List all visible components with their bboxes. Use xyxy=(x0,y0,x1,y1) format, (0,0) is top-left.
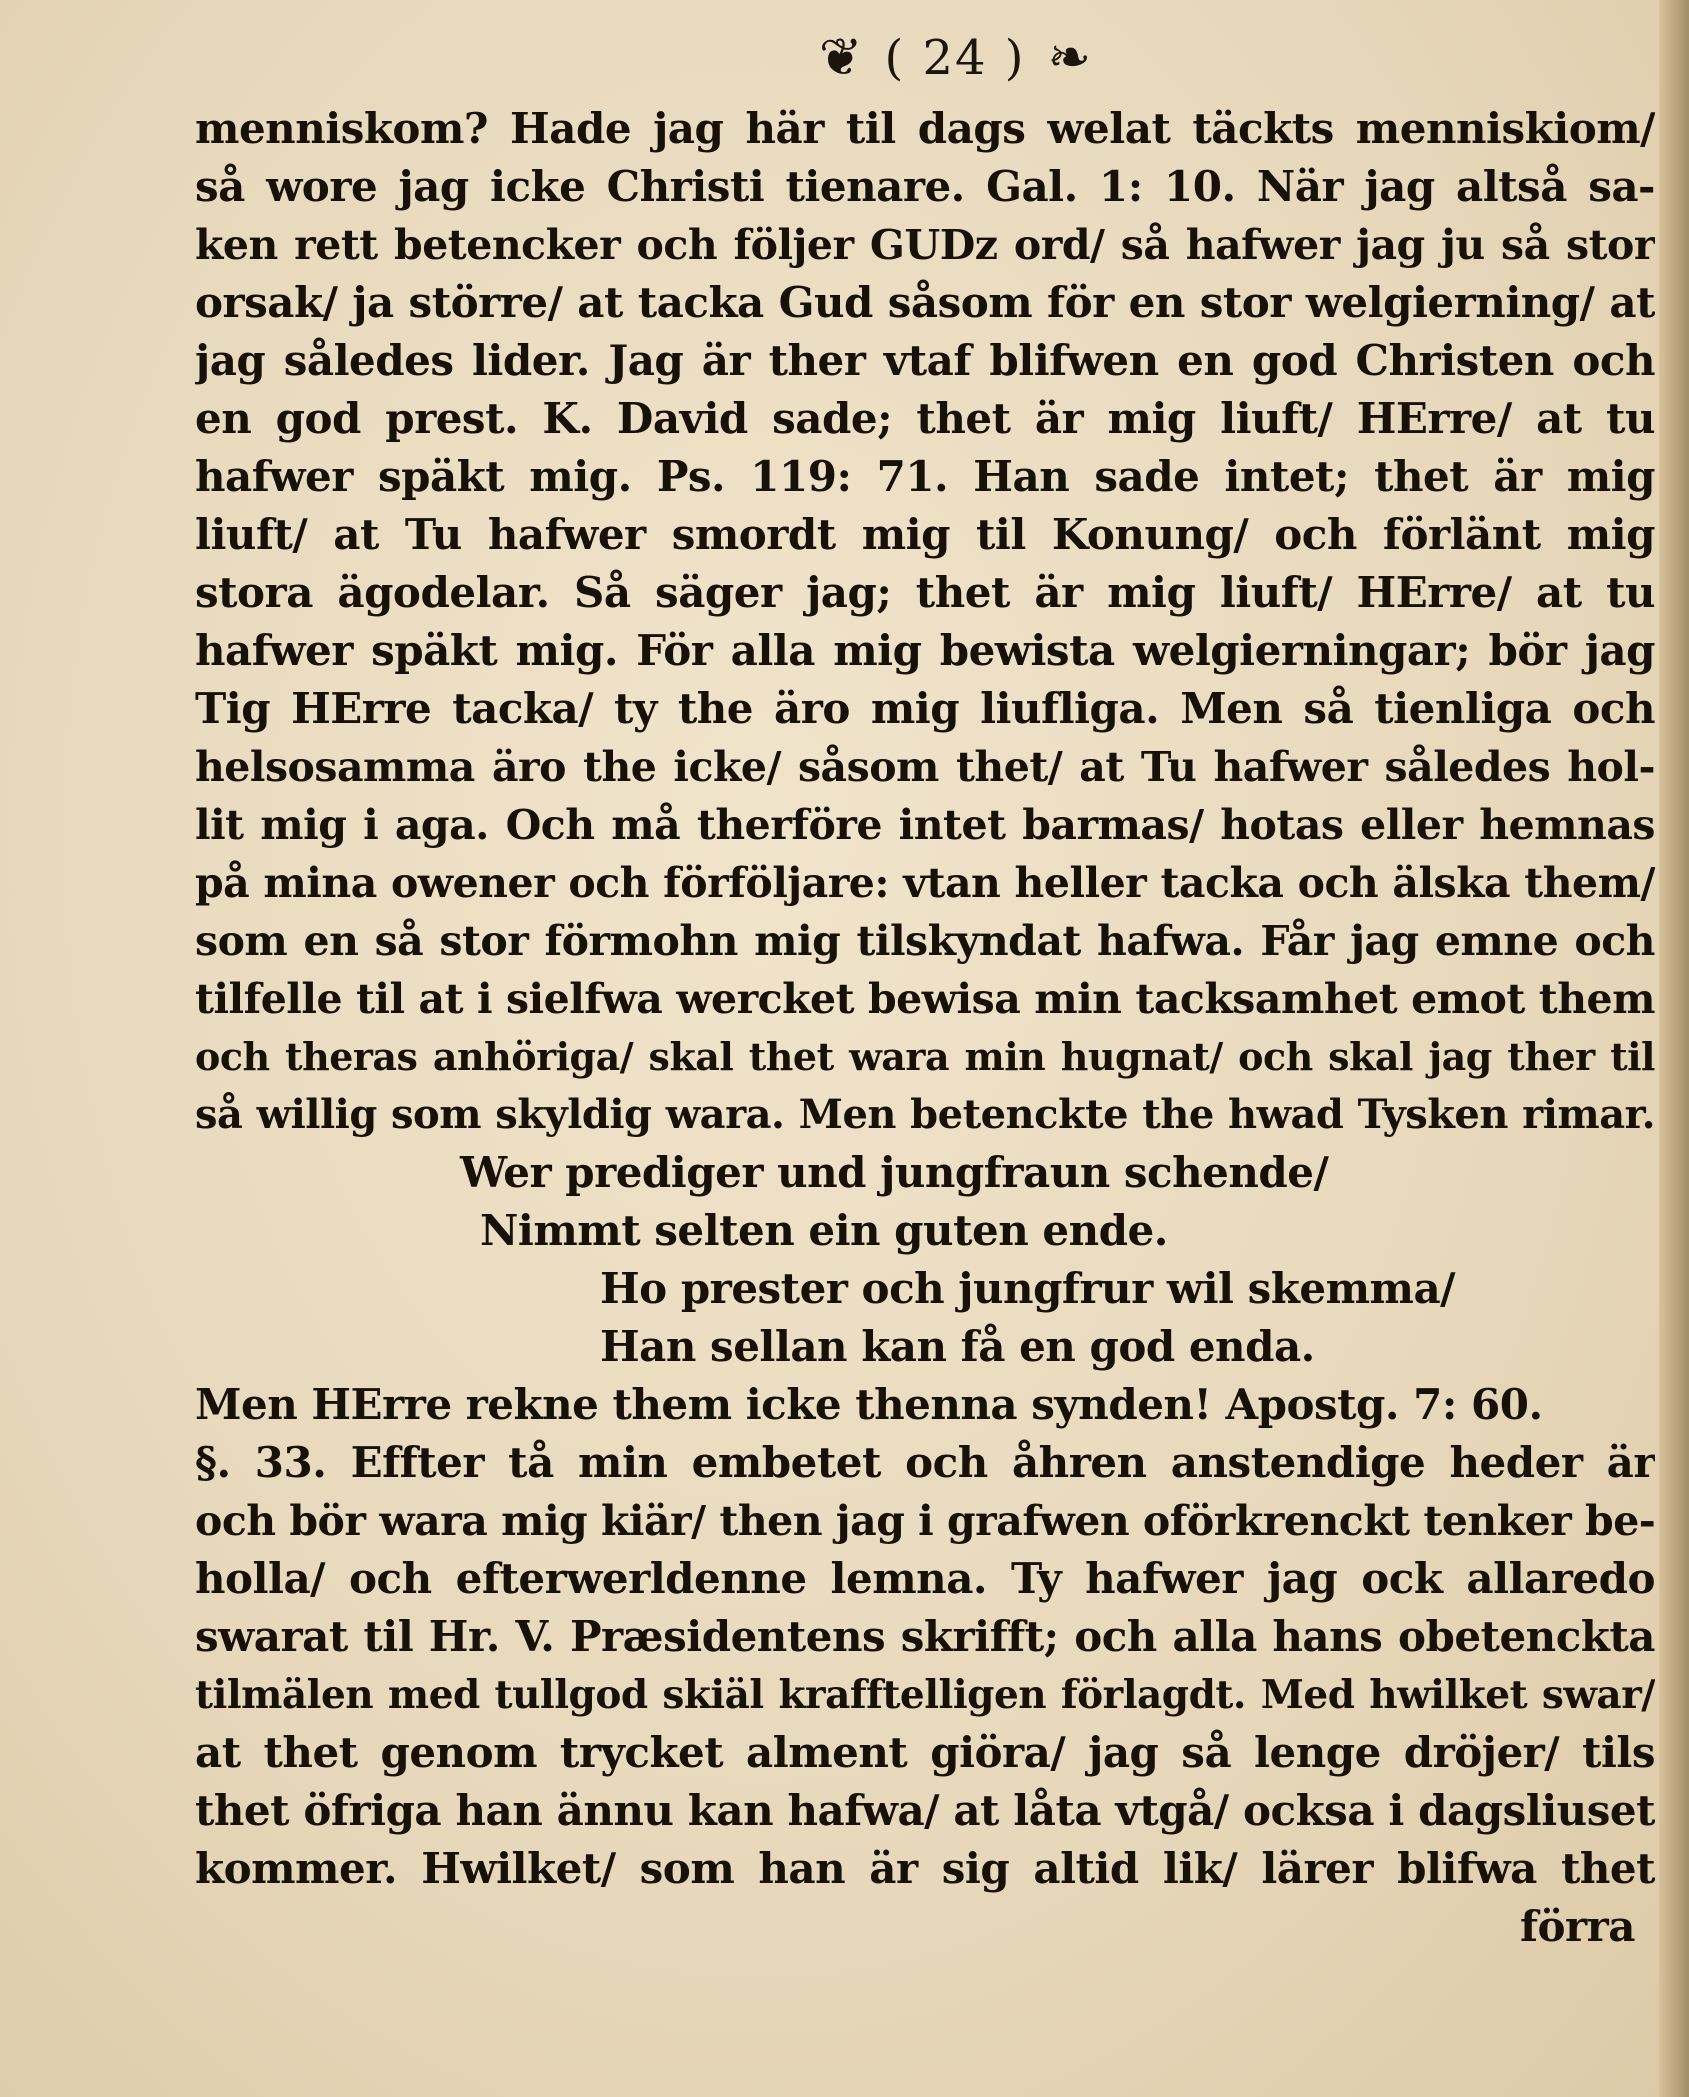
text-line: lit mig i aga. Och må therföre intet barmas/ hotas eller hemnas xyxy=(195,801,1655,849)
text-line: orsak/ ja större/ at tacka Gud såsom för en stor welgierning/ at xyxy=(195,278,1655,327)
text-line: en god prest. K. David sade; thet är mig liuft/ HErre/ at tu xyxy=(195,394,1655,443)
text-line: så willig som skyldig wara. Men betenckte the hwad Tysken rimar. xyxy=(195,1091,1655,1138)
text-line: och bör wara mig kiär/ then jag i grafwen oförkrenckt tenker be- xyxy=(195,1497,1655,1545)
verse-line: Ho prester och jungfrur wil skemma/ xyxy=(600,1264,1456,1313)
text-line: på mina owener och förföljare: vtan heller tacka och älska them/ xyxy=(195,859,1655,907)
text-line: som en så stor förmohn mig tilskyndat hafwa. Får jag emne och xyxy=(195,917,1655,965)
text-line: jag således lider. Jag är ther vtaf blifwen en god Christen och xyxy=(195,336,1655,385)
verse-line: Nimmt selten ein guten ende. xyxy=(480,1206,1168,1255)
text-line: at thet genom trycket alment giöra/ jag så lenge dröjer/ tils xyxy=(195,1728,1655,1777)
right-ornament-icon: ❧ xyxy=(1047,28,1092,88)
text-line: hafwer späkt mig. För alla mig bewista welgierningar; bör jag xyxy=(195,626,1655,675)
text-line: Tig HErre tacka/ ty the äro mig liufliga. Men så tienliga och xyxy=(195,684,1655,733)
page-number: ( 24 ) xyxy=(884,30,1026,86)
catchword: förra xyxy=(1519,1902,1635,1951)
text-line: holla/ och efterwerldenne lemna. Ty hafwer jag ock allaredo xyxy=(195,1554,1655,1603)
text-line: Men HErre rekne them icke thenna synden! Apostg. 7: 60. xyxy=(195,1380,1543,1429)
verse-line: Wer prediger und jungfraun schende/ xyxy=(460,1148,1329,1197)
text-line: hafwer späkt mig. Ps. 119: 71. Han sade intet; thet är mig xyxy=(195,452,1655,501)
text-line: så wore jag icke Christi tienare. Gal. 1: 10. När jag altså sa- xyxy=(195,162,1655,211)
text-line: ken rett betencker och följer GUDz ord/ så hafwer jag ju så stor xyxy=(195,221,1655,269)
text-line: stora ägodelar. Så säger jag; thet är mig liuft/ HErre/ at tu xyxy=(195,568,1655,617)
text-line: tilfelle til at i sielfwa wercket bewisa min tacksamhet emot them xyxy=(195,975,1655,1023)
text-line: §. 33. Effter tå min embetet och åhren anstendige heder är xyxy=(195,1438,1655,1487)
verse-line: Han sellan kan få en god enda. xyxy=(600,1322,1315,1371)
text-line: helsosamma äro the icke/ såsom thet/ at Tu hafwer således hol- xyxy=(195,743,1655,791)
body-text xyxy=(195,100,1655,1956)
left-ornament-icon: ❦ xyxy=(818,28,863,88)
text-line: liuft/ at Tu hafwer smordt mig til Konung/ och förlänt mig xyxy=(195,510,1655,559)
page-header xyxy=(770,18,1140,98)
text-line: swarat til Hr. V. Præsidentens skrifft; och alla hans obetenckta xyxy=(195,1612,1655,1661)
text-line: kommer. Hwilket/ som han är sig altid lik/ lärer blifwa thet xyxy=(195,1844,1655,1893)
text-line: och theras anhöriga/ skal thet wara min hugnat/ och skal jag ther til xyxy=(195,1034,1655,1079)
text-line: menniskom? Hade jag här til dags welat täckts menniskiom/ xyxy=(195,104,1655,153)
text-line: tilmälen med tullgod skiäl krafftelligen förlagdt. Med hwilket swar/ xyxy=(195,1672,1655,1718)
page-edge xyxy=(1659,0,1689,2097)
text-line: thet öfriga han ännu kan hafwa/ at låta vtgå/ ocksa i dagsliuset xyxy=(195,1786,1655,1835)
